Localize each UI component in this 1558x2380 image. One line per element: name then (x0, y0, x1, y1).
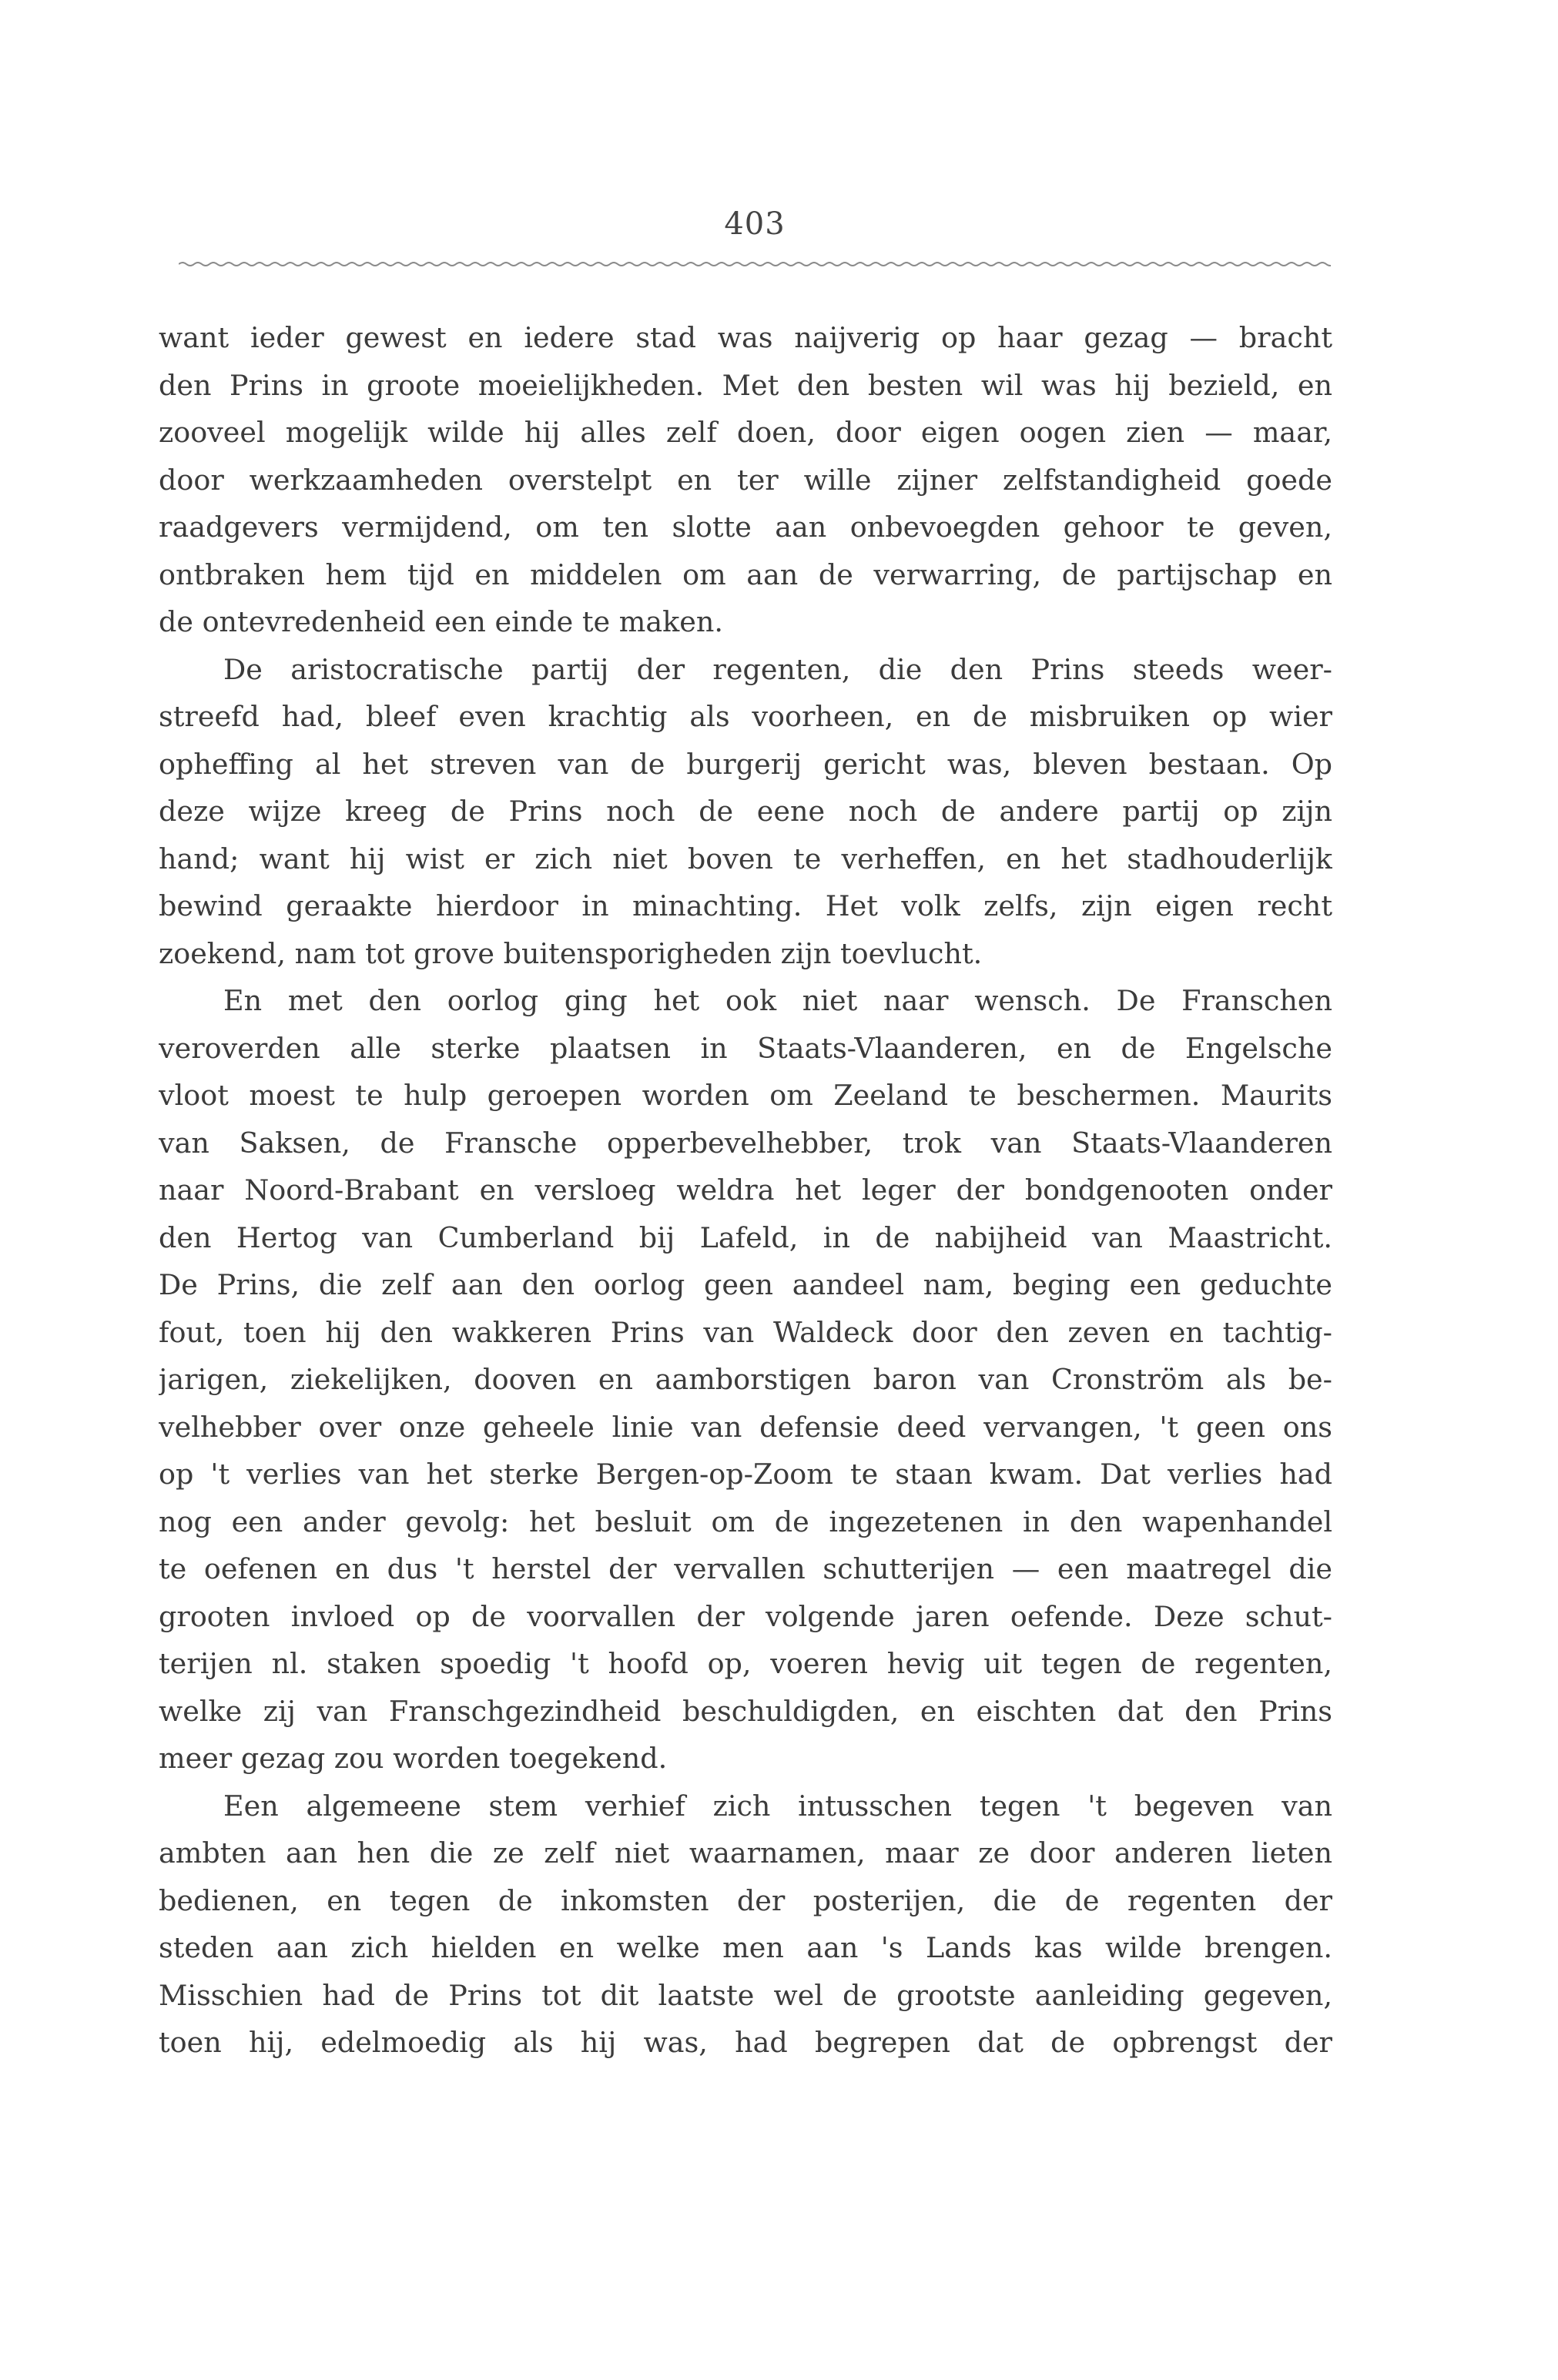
text-line: zooveel mogelijk wilde hij alles zelf doen, door eigen oogen zien — maar, (159, 416, 1332, 449)
page-number: 403 (724, 206, 786, 242)
text-line: veroverden alle sterke plaatsen in Staats-Vlaanderen, en de Engelsche (159, 1031, 1332, 1065)
text-line: terijen nl. staken spoedig 't hoofd op, voeren hevig uit tegen de regenten, (159, 1647, 1332, 1680)
text-line: te oefenen en dus 't herstel der vervallen schutterijen — een maatregel die (159, 1552, 1332, 1585)
paragraph-3 (159, 977, 1332, 1782)
text-line: door werkzaamheden overstelpt en ter wille zijner zelfstandigheid goede (159, 463, 1332, 497)
text-line: steden aan zich hielden en welke men aan 's Lands kas wilde brengen. (159, 1931, 1332, 1964)
text-line: velhebber over onze geheele linie van defensie deed vervangen, 't geen ons (159, 1410, 1332, 1444)
text-line: ambten aan hen die ze zelf niet waarnamen, maar ze door anderen lieten (159, 1836, 1332, 1870)
text-line: bewind geraakte hierdoor in minachting. Het volk zelfs, zijn eigen recht (159, 889, 1332, 922)
text-line: jarigen, ziekelijken, dooven en aamborstigen baron van Cronström als be- (159, 1363, 1332, 1396)
text-line: En met den oorlog ging het ook niet naar wensch. De Franschen (223, 984, 1332, 1017)
text-line: De aristocratische partij der regenten, die den Prins steeds weer- (223, 652, 1332, 686)
text-line: vloot moest te hulp geroepen worden om Zeeland te beschermen. Maurits (159, 1079, 1332, 1112)
text-line: Misschien had de Prins tot dit laatste wel de grootste aanleiding gegeven, (159, 1978, 1332, 2012)
text-line: raadgevers vermijdend, om ten slotte aan onbevoegden gehoor te geven, (159, 510, 1332, 544)
text-line: den Hertog van Cumberland bij Lafeld, in de nabijheid van Maastricht. (159, 1220, 1332, 1254)
text-line: zoekend, nam tot grove buitensporigheden zijn toevlucht. (159, 936, 983, 970)
body-text (159, 314, 1332, 2067)
paragraph-1 (159, 314, 1332, 646)
text-line: bedienen, en tegen de inkomsten der posterijen, die de regenten der (159, 1883, 1332, 1917)
paragraph-2 (159, 646, 1332, 978)
text-line: toen hij, edelmoedig als hij was, had begrepen dat de opbrengst der (159, 2026, 1332, 2059)
text-line: op 't verlies van het sterke Bergen-op-Zoom te staan kwam. Dat verlies had (159, 1458, 1332, 1491)
text-line: nog een ander gevolg: het besluit om de ingezetenen in den wapenhandel (159, 1505, 1332, 1538)
text-line: streefd had, bleef even krachtig als voorheen, en de misbruiken op wier (159, 700, 1332, 733)
text-line: fout, toen hij den wakkeren Prins van Waldeck door den zeven en tachtig- (159, 1315, 1332, 1349)
text-line: ontbraken hem tijd en middelen om aan de verwarring, de partijschap en (159, 557, 1332, 591)
text-line: naar Noord-Brabant en versloeg weldra het leger der bondgenooten onder (159, 1173, 1332, 1207)
text-line: De Prins, die zelf aan den oorlog geen aandeel nam, beging een geduchte (159, 1268, 1332, 1301)
text-line: meer gezag zou worden toegekend. (159, 1742, 668, 1775)
text-line: want ieder gewest en iedere stad was naijverig op haar gezag — bracht (159, 321, 1332, 354)
text-line: opheffing al het streven van de burgerij gericht was, bleven bestaan. Op (159, 747, 1332, 781)
text-line: deze wijze kreeg de Prins noch de eene noch de andere partij op zijn (159, 795, 1332, 828)
text-line: welke zij van Franschgezindheid beschuldigden, en eischten dat den Prins (159, 1694, 1332, 1728)
text-line: hand; want hij wist er zich niet boven te verheffen, en het stadhouderlijk (159, 842, 1332, 875)
paragraph-4 (159, 1782, 1332, 2067)
wavy-rule-ornament (179, 259, 1331, 269)
text-line: van Saksen, de Fransche opperbevelhebber, trok van Staats-Vlaanderen (159, 1126, 1332, 1160)
text-line: den Prins in groote moeielijkheden. Met den besten wil was hij bezield, en (159, 368, 1332, 402)
text-line: de ontevredenheid een einde te maken. (159, 605, 723, 638)
text-line: Een algemeene stem verhief zich intusschen tegen 't begeven van (223, 1789, 1332, 1823)
text-line: grooten invloed op de voorvallen der volgende jaren oefende. Deze schut- (159, 1599, 1332, 1633)
